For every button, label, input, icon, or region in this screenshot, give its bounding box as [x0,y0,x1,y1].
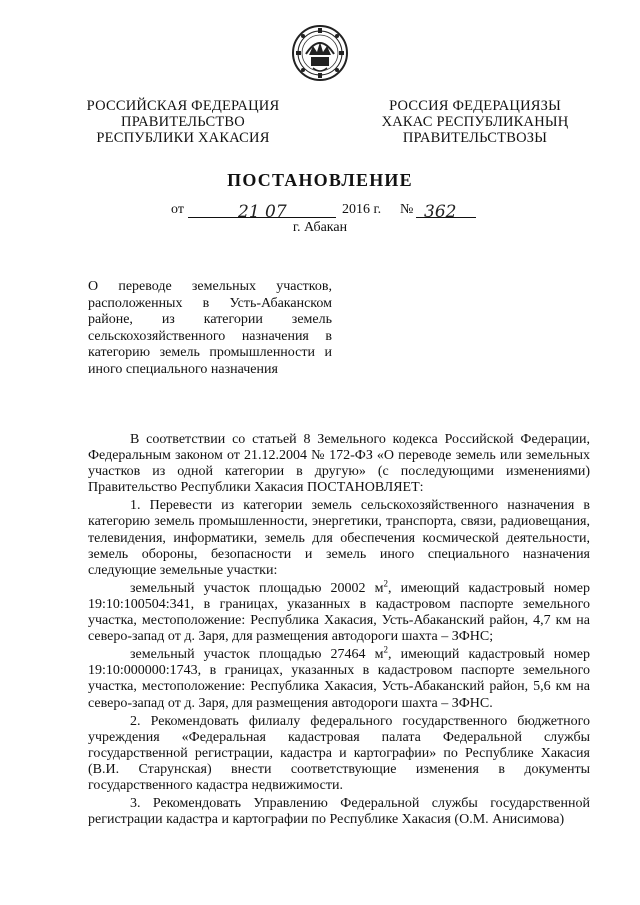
subject-line: иного специального назначения [88,361,278,377]
subject-block [88,279,332,379]
header-line: РОССИЯ ФЕДЕРАЦИЯЗЫ [389,98,561,114]
header-khakas [370,98,580,146]
plot-1-text-cont: , имеющий кадастровый номер 19:10:100504:341, в границах, указанных в кадастровом паспорте земельного участка, местоположение: Республика Хакасия, Усть-Абаканский район, 4,7 км на северо-запад от д. Заря, для размещения автодороги шахта – ЗФНС; [88,580,590,645]
header-russian [78,98,288,146]
plot-2-text: земельный участок площадью 27464 м [130,647,384,663]
plot-1-paragraph [88,578,590,645]
subject-line: категорию земель промышленности и [88,345,332,361]
plot-2-paragraph [88,644,590,711]
plot-2-sup: 2 [383,644,388,655]
paragraph-1: 1. Перевести из категории земель сельскохозяйственного назначения в категорию земель промышленности, энергетики, транспорта, связи, радиовещания, телевидения, информатики, земель для обеспечения космической деятельности, земель обороны, безопасности и земель иного специального назначения следующие земельные участки: [88,498,590,578]
subject-line: расположенных в Усть-Абаканском [88,295,332,311]
header-line: ПРАВИТЕЛЬСТВОЗЫ [402,130,548,146]
paragraph-3: 3. Рекомендовать Управлению Федеральной службы государственной регистрации кадастра и картографии по Республике Хакасия (О.М. Анисимова) [88,796,590,828]
paragraph-2: 2. Рекомендовать филиалу федерального государственного бюджетного учреждения «Федеральная кадастровая палата Федеральной службы государственной регистрации, кадастра и картографии» по Республике Хакасия (В.И. Старунская) внести соответствующие изменения в документы государственного кадастра недвижимости. [88,713,590,793]
header-line: ПРАВИТЕЛЬСТВО [121,114,245,130]
date-number-line [0,200,640,222]
number-prefix: № [400,202,414,217]
header-line: ХАКАС РЕСПУБЛИКАНЫҢ [381,114,569,130]
subject-line: О переводе земельных участков, [88,279,332,294]
document-body [88,432,590,828]
plot-2-text-cont: , имеющий кадастровый номер 19:10:000000:1743, в границах, указанных в кадастровом паспорте земельного участка, местоположение: Республика Хакасия, Усть-Абаканский район, 5,6 км на северо-запад от д. Заря, для размещения автодороги шахта – ЗФНС. [88,647,590,711]
city: г. Абакан [292,220,348,235]
subject-line: районе, из категории земель [88,312,332,328]
document-title: ПОСТАНОВЛЕНИЕ [227,170,413,190]
date-handwritten: 21 07 [238,202,287,222]
subject-line: сельскохозяйственного назначения в [88,328,332,344]
intro-paragraph: В соответствии со статьей 8 Земельного кодекса Российской Федерации, Федеральным законом от 21.12.2004 № 172-ФЗ «О переводе земель или земельных участков из одной категории в другую» (с последующими изменениями) Правительство Республики Хакасия ПОСТАНОВЛЯЕТ: [88,432,590,496]
number-handwritten: 362 [424,202,457,222]
coat-of-arms-emblem [291,24,349,82]
plot-1-text: земельный участок площадью 20002 м [130,580,384,596]
header-line: РОССИЙСКАЯ ФЕДЕРАЦИЯ [86,98,280,114]
plot-1-sup: 2 [383,578,388,589]
date-prefix: от [171,202,184,217]
year-suffix: 2016 г. [342,202,382,217]
header-line: РЕСПУБЛИКИ ХАКАСИЯ [96,130,270,146]
